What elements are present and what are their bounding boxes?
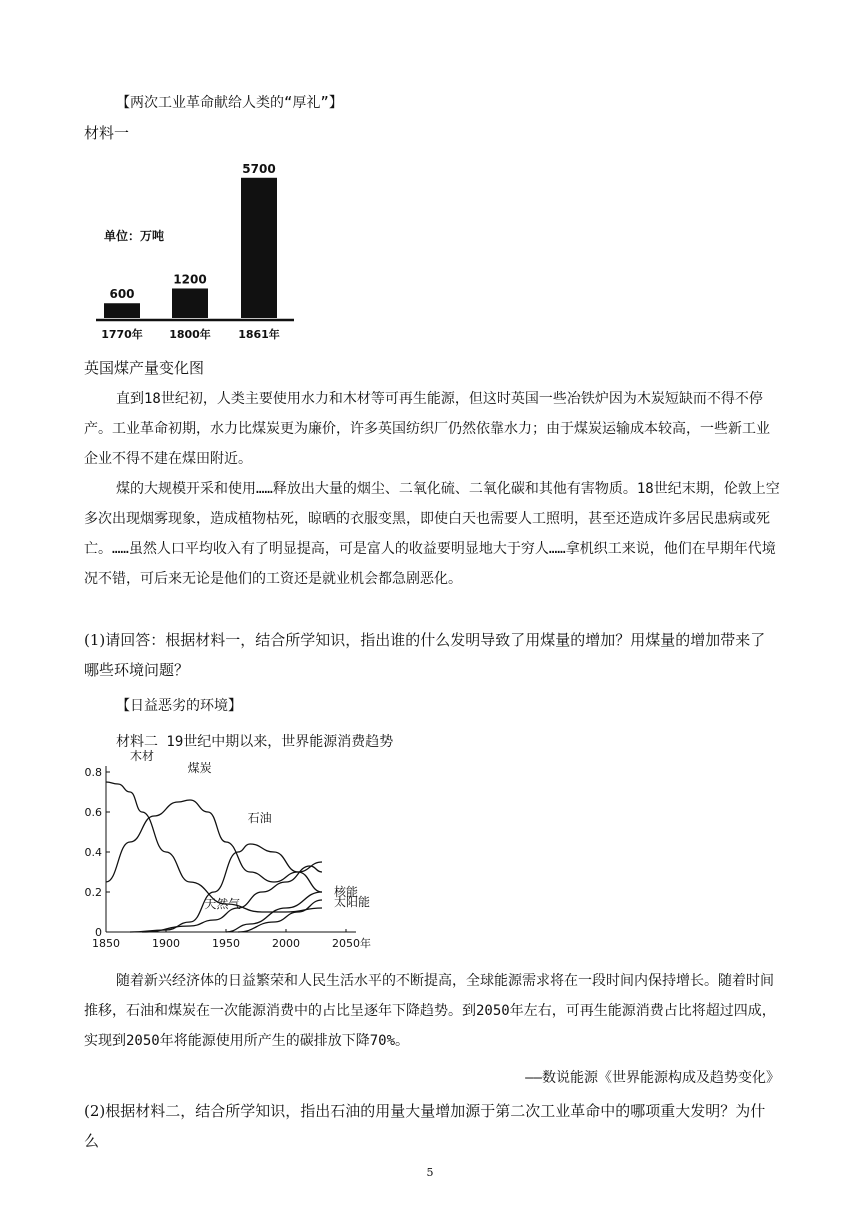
coal-bar xyxy=(241,178,277,318)
coal-value-label: 1200 xyxy=(173,272,207,287)
question-2: (2)根据材料二，结合所学知识，指出石油的用量大量增加源于第二次工业革命中的哪项重大发明？为什么 xyxy=(84,1102,766,1150)
paragraph-2: 煤的大规模开采和使用……释放出大量的烟尘、二氧化硫、二氧化碳和其他有害物质。18世纪末期，伦敦上空多次出现烟雾现象，造成植物枯死，晾晒的衣服变黑，即使白天也需要人工照明，甚至还造成许多居民患病或死亡。……虽然人口平均收入有了明显提高，可是富人的收益要明显地大于穷人……拿机织工来说，他们在早期年代境况不错，可后来无论是他们的工资还是就业机会都急剧恶化。 xyxy=(84,481,780,587)
coal-year-label: 1800年 xyxy=(169,328,211,341)
coal-bar xyxy=(172,288,208,318)
coal-value-label: 600 xyxy=(109,287,135,302)
series-line xyxy=(238,900,322,932)
y-tick-label: 0.2 xyxy=(84,886,102,899)
series-label: 天然气 xyxy=(204,897,241,911)
source-citation: ——数说能源《世界能源构成及趋势变化》 xyxy=(525,1070,780,1086)
x-tick-label: 1850 xyxy=(92,937,120,950)
y-tick-label: 0 xyxy=(95,926,102,939)
material2-label: 材料二 19世纪中期以来，世界能源消费趋势 xyxy=(116,734,394,750)
series-label: 太阳能 xyxy=(334,895,371,909)
question-1: (1)请回答：根据材料一，结合所学知识，指出谁的什么发明导致了用煤量的增加？用煤量的增加带来了哪些环境问题？ xyxy=(84,631,766,679)
paragraph-3: 随着新兴经济体的日益繁荣和人民生活水平的不断提高，全球能源需求将在一段时间内保持增长。随着时间推移，石油和煤炭在一次能源消费中的占比呈逐年下降趋势。到2050年左右，可再生能源消费占比将超过四成，实现到2050年将能源使用所产生的碳排放下降70%。 xyxy=(84,973,776,1049)
coal-bar-chart xyxy=(84,158,304,348)
x-tick-label: 2000 xyxy=(272,937,300,950)
paragraph-1: 直到18世纪初，人类主要使用水力和木材等可再生能源，但这时英国一些冶铁炉因为木炭短缺而不得不停产。工业革命初期，水力比煤炭更为廉价，许多英国纺织厂仍然依靠水力；由于煤炭运输成本较高，一些新工业企业不得不建在煤田附近。 xyxy=(84,391,770,467)
material1-label: 材料一 xyxy=(84,124,130,142)
series-line xyxy=(106,800,322,882)
series-label: 木材 xyxy=(130,749,155,763)
series-label: 煤炭 xyxy=(187,761,212,775)
series-label: 石油 xyxy=(247,811,272,825)
page-number: 5 xyxy=(426,1166,434,1179)
y-tick-label: 0.8 xyxy=(84,766,102,779)
series-label: 核能 xyxy=(334,885,359,899)
coal-year-label: 1770年 xyxy=(101,328,143,341)
coal-value-label: 5700 xyxy=(242,161,276,176)
x-tick-label: 2050年 xyxy=(332,937,371,950)
coal-chart-caption: 英国煤产量变化图 xyxy=(84,359,205,377)
y-tick-label: 0.6 xyxy=(84,806,102,819)
coal-unit-label: 单位：万吨 xyxy=(104,229,165,243)
x-tick-label: 1900 xyxy=(152,937,180,950)
section2-heading: 【日益恶劣的环境】 xyxy=(116,698,242,714)
coal-year-label: 1861年 xyxy=(238,328,280,341)
y-tick-label: 0.4 xyxy=(84,846,102,859)
x-tick-label: 1950 xyxy=(212,937,240,950)
energy-trend-chart xyxy=(84,749,384,962)
section1-heading: 【两次工业革命献给人类的“厚礼”】 xyxy=(116,95,343,111)
coal-bar xyxy=(104,303,140,318)
series-line xyxy=(130,844,322,932)
